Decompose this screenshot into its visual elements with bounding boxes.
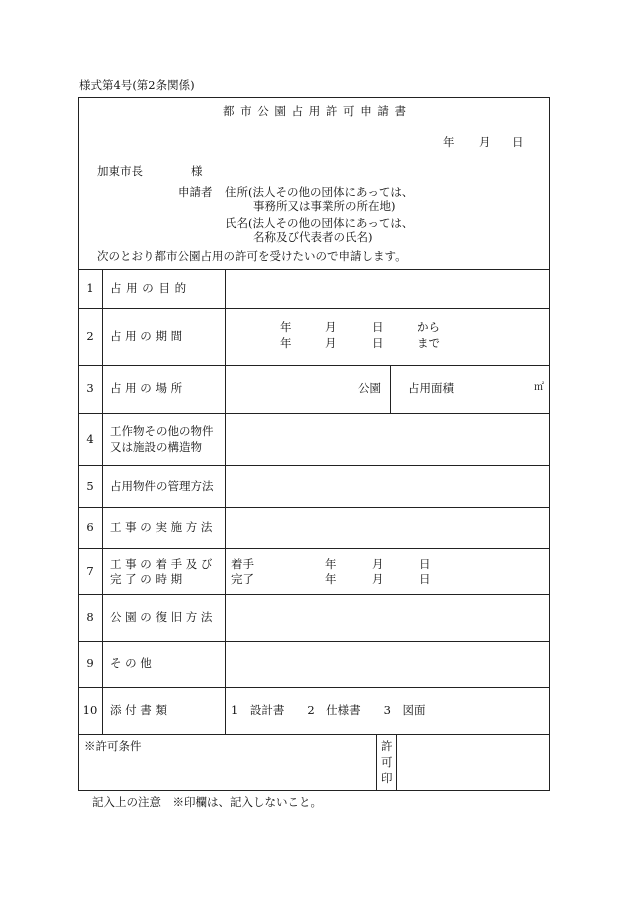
park-suffix: 公園 bbox=[358, 381, 381, 395]
label-column-divider bbox=[225, 269, 226, 734]
permit-conditions-label: ※許可条件 bbox=[84, 739, 142, 753]
application-statement: 次のとおり都市公園占用の許可を受けたいので申請します。 bbox=[97, 249, 407, 263]
park-area-divider bbox=[390, 365, 391, 413]
addressee-name: 加東市長 bbox=[97, 164, 143, 178]
date-day[interactable]: 日 bbox=[512, 135, 524, 149]
applicant-label: 申請者 bbox=[178, 185, 213, 199]
period-until-label: まで bbox=[417, 336, 440, 350]
form-title: 都 市 公 園 占 用 許 可 申 請 書 bbox=[222, 104, 408, 118]
period-until-month[interactable]: 月 bbox=[325, 336, 337, 350]
addressee-honorific: 様 bbox=[191, 164, 203, 178]
conditions-stamp-divider bbox=[376, 734, 377, 791]
period-from-year[interactable]: 年 bbox=[280, 320, 292, 334]
row-divider bbox=[78, 734, 550, 735]
schedule-start-year[interactable]: 年 bbox=[325, 557, 337, 571]
stamp-label-char: 可 bbox=[381, 755, 393, 769]
row-divider bbox=[78, 594, 550, 595]
schedule-end-month[interactable]: 月 bbox=[372, 572, 384, 586]
schedule-start-day[interactable]: 日 bbox=[419, 557, 431, 571]
applicant-address-line2: 事務所又は事業所の所在地) bbox=[253, 199, 396, 213]
row-number: 4 bbox=[86, 432, 94, 446]
period-from-label: から bbox=[417, 320, 440, 334]
row-number: 7 bbox=[86, 564, 94, 578]
row-label-schedule-line1: 工 事 の 着 手 及 び bbox=[110, 557, 213, 571]
schedule-start-label: 着手 bbox=[231, 557, 254, 571]
entry-note: 記入上の注意 ※印欄は、記入しないこと。 bbox=[92, 795, 322, 809]
applicant-name-line1: 氏名(法人その他の団体にあっては、 bbox=[225, 216, 414, 230]
period-from-day[interactable]: 日 bbox=[372, 320, 384, 334]
applicant-address-line1: 住所(法人その他の団体にあっては、 bbox=[225, 185, 414, 199]
row-label-schedule-line2: 完 了 の 時 期 bbox=[110, 572, 183, 586]
row-number: 1 bbox=[86, 281, 94, 295]
row-number: 5 bbox=[86, 479, 94, 493]
row-divider bbox=[78, 641, 550, 642]
row-number: 2 bbox=[86, 329, 94, 343]
schedule-end-year[interactable]: 年 bbox=[325, 572, 337, 586]
stamp-label-char: 印 bbox=[381, 771, 393, 785]
stamp-label-char: 許 bbox=[381, 739, 393, 753]
period-until-day[interactable]: 日 bbox=[372, 336, 384, 350]
row-divider bbox=[78, 507, 550, 508]
number-column-divider bbox=[102, 269, 103, 734]
row-number: 8 bbox=[86, 610, 94, 624]
row-label-management: 占用物件の管理方法 bbox=[110, 479, 214, 493]
period-until-year[interactable]: 年 bbox=[280, 336, 292, 350]
area-label: 占用面積 bbox=[408, 381, 454, 395]
row-divider bbox=[78, 308, 550, 309]
schedule-start-month[interactable]: 月 bbox=[372, 557, 384, 571]
row-divider bbox=[78, 465, 550, 466]
row-label-attachments: 添 付 書 類 bbox=[110, 703, 167, 717]
row-label-period: 占 用 の 期 間 bbox=[110, 329, 183, 343]
row-divider bbox=[78, 687, 550, 688]
stamp-label-divider bbox=[396, 734, 397, 791]
row-divider bbox=[78, 548, 550, 549]
row-label-restoration: 公 園 の 復 旧 方 法 bbox=[110, 610, 213, 624]
area-unit: ㎡ bbox=[534, 382, 544, 393]
row-divider bbox=[78, 269, 550, 270]
row-label-structures-line2: 又は施設の構造物 bbox=[110, 440, 202, 454]
row-number: 6 bbox=[86, 520, 94, 534]
date-month[interactable]: 月 bbox=[479, 135, 491, 149]
row-label-other: そ の 他 bbox=[110, 656, 152, 670]
row-label-purpose: 占 用 の 目 的 bbox=[110, 281, 187, 295]
applicant-name-line2: 名称及び代表者の氏名) bbox=[253, 230, 373, 244]
schedule-end-label: 完了 bbox=[231, 572, 254, 586]
period-from-month[interactable]: 月 bbox=[325, 320, 337, 334]
row-number: 9 bbox=[86, 656, 94, 670]
row-number: 3 bbox=[86, 381, 94, 395]
attachments-list: 1 設計書 2 仕様書 3 図面 bbox=[231, 703, 426, 717]
row-label-construction-method: 工 事 の 実 施 方 法 bbox=[110, 520, 213, 534]
form-number-label: 様式第4号(第2条関係) bbox=[79, 78, 195, 92]
date-year[interactable]: 年 bbox=[443, 135, 455, 149]
row-number: 10 bbox=[82, 703, 98, 717]
row-label-structures-line1: 工作物その他の物件 bbox=[110, 424, 214, 438]
row-divider bbox=[78, 365, 550, 366]
schedule-end-day[interactable]: 日 bbox=[419, 572, 431, 586]
row-divider bbox=[78, 413, 550, 414]
row-label-location: 占 用 の 場 所 bbox=[110, 381, 183, 395]
